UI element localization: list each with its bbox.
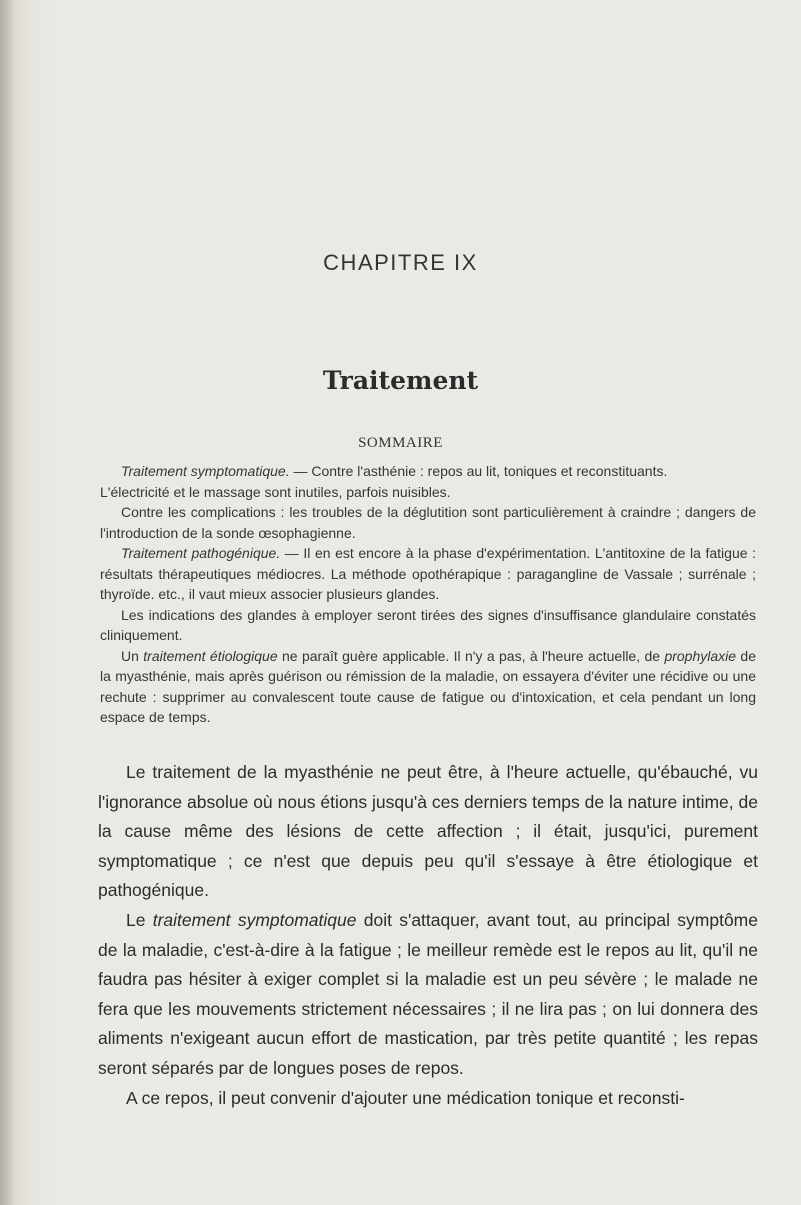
summary-italic: Traitement pathogénique. [121, 545, 281, 561]
body-italic: traitement symptomatique [152, 909, 357, 930]
body-text [98, 758, 758, 1113]
summary-text: Contre les complications : les troubles de la déglutition sont particulièrement à craindre ; dangers de l'introduction de la sonde œsophagienne. [100, 504, 756, 541]
page-title: Traitement [322, 366, 479, 395]
body-paragraph-text: Le traitement de la myasthénie ne peut être, à l'heure actuelle, qu'ébauché, vu l'ignorance absolue où nous étions jusqu'à ces derniers temps de la nature intime, de la cause même des lésions de cette affection ; il était, jusqu'ici, purement symptomatique ; ce n'est que depuis peu qu'il s'essaye à être étiologique et pathogénique. [98, 762, 758, 901]
page-spine-shadow [0, 0, 16, 1205]
summary-italic: Traitement symptomatique. [121, 463, 290, 479]
body-paragraph [98, 906, 758, 1084]
summary-paragraph [100, 605, 756, 646]
summary-text: L'électricité et le massage sont inutiles, parfois nuisibles. [100, 483, 451, 500]
summary-text: Les indications des glandes à employer seront tirées des signes d'insuffisance glandulaire constatés cliniquement. [100, 606, 756, 643]
summary-italic: traitement étiologique [143, 647, 278, 664]
chapter-heading: CHAPITRE IX [323, 250, 478, 275]
summary-paragraph [100, 543, 756, 605]
summary-text: ne paraît guère applicable. Il n'y a pas, à l'heure actuelle, de [277, 647, 665, 664]
summary-block [100, 461, 756, 728]
summary-paragraph [100, 461, 756, 482]
body-paragraph [98, 1084, 758, 1114]
summary-text: Un [121, 647, 144, 664]
summary-text: — Contre l'asthénie : repos au lit, toniques et reconstituants. [289, 463, 668, 479]
summary-italic: prophylaxie [664, 647, 737, 664]
summary-text: de la myasthénie, mais après guérison ou rémission de la maladie, on essayera d'éviter une récidive ou une rechute : supprimer au convalescent toute cause de fatigue ou d'intoxication, et cela pendant un long espace de temps. [100, 647, 756, 725]
summary-paragraph [100, 502, 756, 543]
summary-text: — Il en est encore à la phase d'expérimentation. L'antitoxine de la fatigue : résultats thérapeutiques médiocres. La méthode opothérapique : paragangline de Vassale ; surrénale ; thyroïde. etc., il vaut mieux associer plusieurs glandes. [100, 545, 756, 602]
body-paragraph [98, 758, 758, 906]
body-paragraph-text: Le [126, 909, 153, 930]
summary-heading: SOMMAIRE [358, 435, 443, 451]
summary-paragraph [100, 646, 756, 728]
body-paragraph-text: A ce repos, il peut convenir d'ajouter une médication tonique et reconsti- [126, 1087, 685, 1108]
summary-paragraph [100, 482, 756, 503]
body-paragraph-text: doit s'attaquer, avant tout, au principal symptôme de la maladie, c'est-à-dire à la fatigue ; le meilleur remède est le repos au lit, qu'il ne faudra pas hésiter à exiger complet si la maladie est un peu sévère ; le malade ne fera que les mouvements strictement nécessaires ; il ne lira pas ; on lui donnera des aliments n'exigeant aucun effort de mastication, par très petite quantité ; les repas seront séparés par de longues poses de repos. [98, 909, 758, 1078]
